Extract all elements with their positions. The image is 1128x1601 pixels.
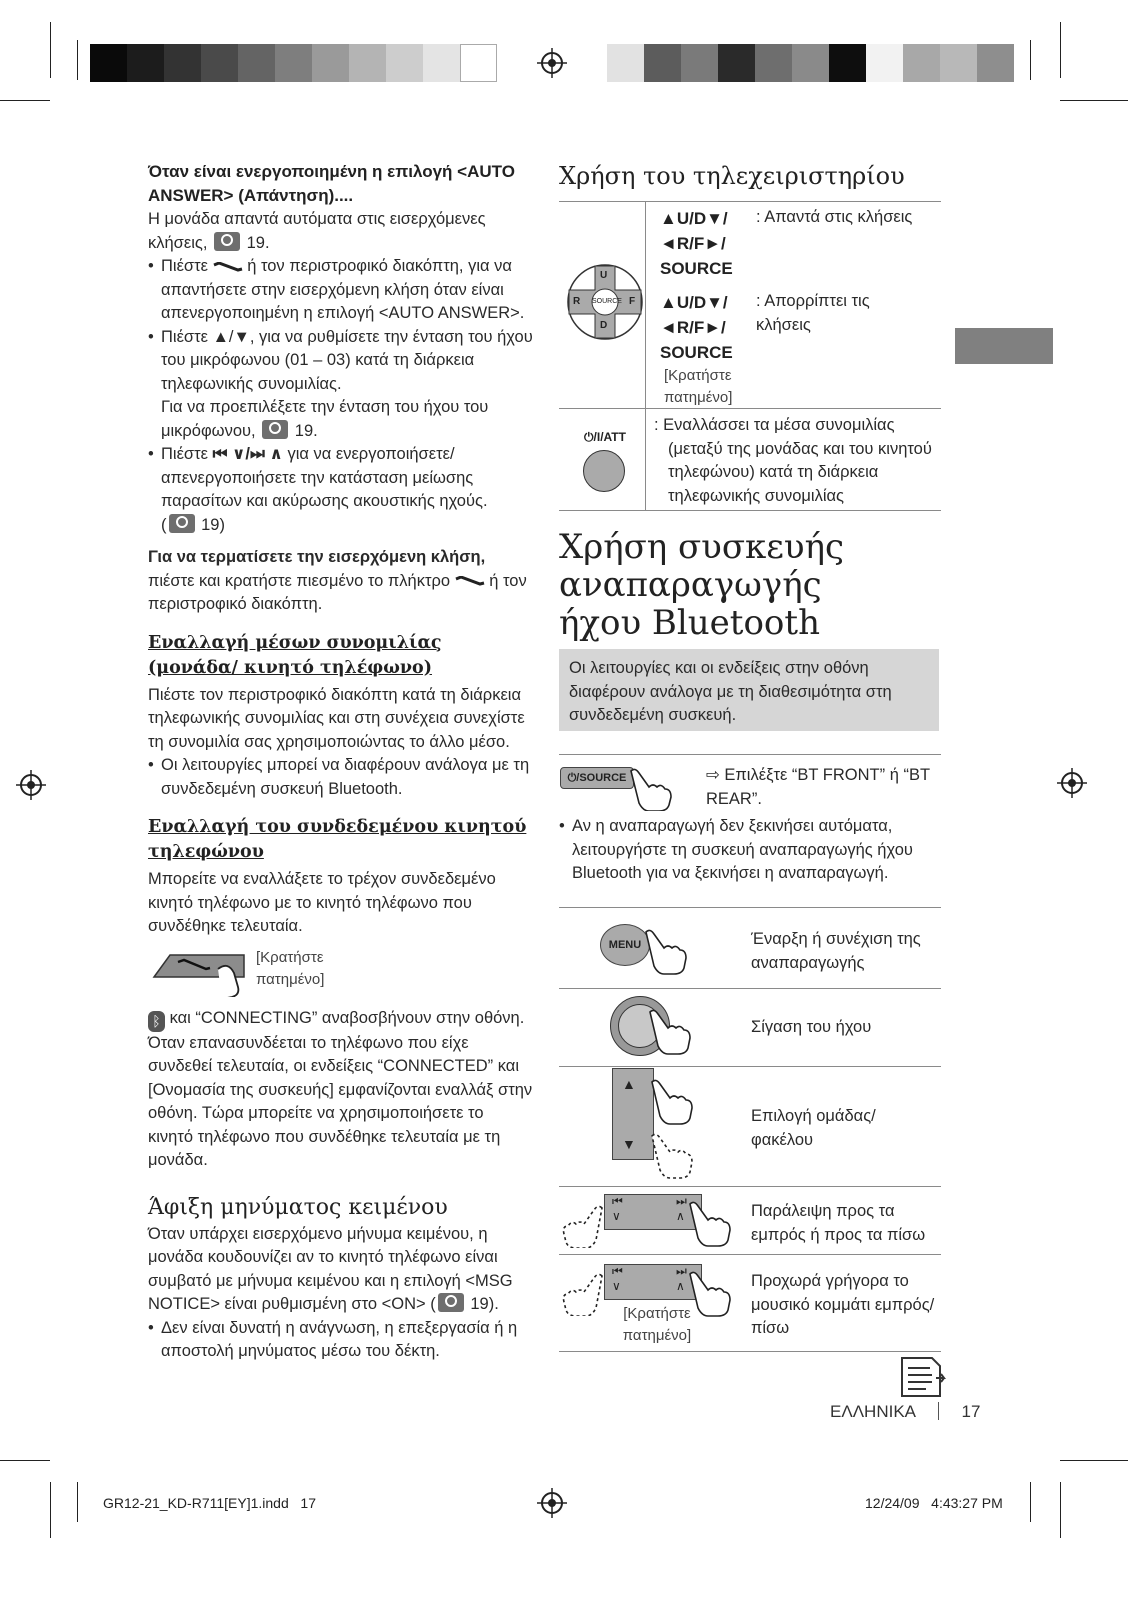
hand-pointer-icon — [625, 767, 675, 811]
knob-illustration — [608, 994, 708, 1060]
hand-pointer-dashed-icon — [562, 1204, 608, 1248]
sms-heading: Άφιξη μηνύματος κειμένου — [148, 1194, 448, 1220]
hand-pointer-icon — [640, 928, 692, 978]
sms-body: Όταν υπάρχει εισερχόμενο μήνυμα κειμένου, η μονάδα κουδουνίζει αν το κινητό τηλέφωνο είναι συμβατό με μήνυμα κειμένου και η επιλογή <MSG NOTICE> είναι ρυθμισμένη στο <ON> ( 19). — [148, 1224, 513, 1313]
ff-back-icon: ⏮ ∨ — [612, 1264, 623, 1293]
color-bar-left — [90, 44, 497, 82]
magnifier-icon — [262, 420, 288, 439]
crop-mark — [1030, 40, 1031, 80]
hand-pointer-icon — [646, 1078, 698, 1128]
switch-phone-body: Μπορείτε να εναλλάξετε το τρέχον συνδεδεμένο κινητό τηλέφωνο με το κινητό τηλέφωνο που συνδέθηκε τελευταία. — [148, 870, 496, 935]
remote-row-1-keys: ▲U/D▼/ ◄R/F►/ SOURCE — [660, 209, 733, 278]
skip-keys-label: ⏮ ∨/⏭ ∧ — [212, 445, 283, 463]
att-circle-icon — [583, 450, 625, 492]
magnifier-icon — [214, 232, 240, 251]
down-arrow-icon: ▼ — [622, 1136, 636, 1152]
color-bar-right — [607, 44, 1014, 82]
up-arrow-icon: ▲ — [622, 1076, 636, 1092]
pad-r-label: R — [573, 296, 581, 307]
footer-language: ΕΛΛΗΝΙΚΑ — [830, 1402, 916, 1421]
page-footer — [830, 1402, 980, 1422]
registration-mark-icon — [16, 770, 46, 800]
hand-pointer-dashed-icon — [562, 1272, 608, 1316]
bullet-mic-volume: • Πιέστε ▲/▼, για να ρυθμίσετε την ένταση του ήχου του μικρόφωνου (01 – 03) κατά τη διάρκεια τηλεφωνικής συνομιλίας. Για να προεπιλέξετε την ένταση του ήχου του μικρόφωνου, 19. — [148, 326, 533, 444]
registration-mark-icon — [1057, 768, 1087, 798]
hand-pointer-dashed-icon — [646, 1132, 698, 1182]
crop-mark — [1060, 1460, 1128, 1461]
magnifier-icon — [438, 1293, 464, 1312]
remote-hold-caption: [Κρατήστε πατημένο] — [664, 367, 733, 406]
magnifier-icon — [169, 514, 195, 533]
phone-icon — [455, 576, 485, 586]
hold-phone-button-illustration — [148, 943, 533, 1003]
end-call-heading: Για να τερματίσετε την εισερχόμενη κλήση, — [148, 548, 486, 566]
ff-hold-caption: [Κρατήστε πατημένο] — [622, 1305, 692, 1344]
switch-phone-heading: Εναλλαγή του συνδεδεμένου κινητού τηλεφώνου — [148, 817, 527, 862]
ff-forward-icon: ⏭ ∧ — [676, 1264, 687, 1293]
end-call-body: πιέστε και κρατήστε πιεσμένο το πλήκτρο ή τον περιστροφικό διακόπτη. — [148, 571, 527, 613]
crop-mark — [50, 1482, 51, 1538]
menu-button-illustration — [600, 918, 700, 980]
crop-mark — [0, 100, 50, 101]
att-label: ⏻/I/ATT — [584, 430, 626, 444]
op-3-text: Επιλογή ομάδας/ φακέλου — [751, 1107, 876, 1149]
sms-bullet: • Δεν είναι δυνατή η ανάγνωση, η επεξεργασία ή η αποστολή μηνύματος μέσω του δέκτη. — [148, 1317, 533, 1364]
hand-pointer-icon — [644, 1008, 696, 1058]
side-tab — [955, 328, 1053, 364]
crop-mark — [1060, 22, 1061, 78]
skip-illustration — [562, 1192, 742, 1250]
pad-f-label: F — [629, 296, 636, 307]
updown-illustration — [612, 1068, 722, 1184]
crop-mark — [50, 22, 51, 78]
switch-media-heading: Εναλλαγή μέσων συνομιλίας (μονάδα/ κινητό τηλέφωνο) — [148, 632, 442, 678]
pad-source-label: SOURCE — [592, 298, 622, 305]
auto-answer-body: Η μονάδα απαντά αυτόματα στις εισερχόμενες κλήσεις, 19. — [148, 210, 486, 252]
remote-row-3-desc: : Εναλλάσσει τα μέσα συνομιλίας (μεταξύ της μονάδας και του κινητού τηλεφώνου) κατά τη διάρκεια τηλεφωνικής συνομιλίας — [654, 416, 932, 505]
crop-mark — [1030, 1482, 1031, 1522]
slug-timestamp: 12/24/09 4:43:27 PM — [865, 1495, 1003, 1511]
left-column — [148, 160, 533, 1364]
remote-row-2-desc: : Απορρίπτει τις κλήσεις — [756, 292, 870, 334]
skip-back-icon: ⏮ ∨ — [612, 1194, 623, 1223]
connecting-body: ᛒ και “CONNECTING” αναβοσβήνουν στην οθόνη. Όταν επανασυνδέεται το τηλέφωνο που είχε συνδεθεί τελευταία, οι ενδείξεις “CONNECTED” και [Ονομασία της συσκευής] εμφανίζονται εναλλάξ στην οθόνη. Τώρα μπορείτε να χρησιμοποιήσετε το κινητό τηλέφωνο που συνδέθηκε τελευταία με τη μονάδα. — [148, 1008, 533, 1169]
bluetooth-icon: ᛒ — [148, 1011, 165, 1032]
crop-mark — [77, 40, 78, 80]
pad-u-label: U — [600, 270, 608, 281]
op-4-text: Παράλειψη προς τα εμπρός ή προς τα πίσω — [751, 1202, 926, 1244]
att-button — [570, 430, 640, 492]
registration-mark-icon — [537, 1488, 567, 1518]
menu-button: MENU — [600, 924, 650, 966]
remote-table-divider — [645, 201, 646, 510]
crop-mark — [77, 1482, 78, 1522]
bullet-answer: • Πιέστε ή τον περιστροφικό διακόπτη, για να απαντήσετε στην εισερχόμενη κλήση όταν είναι απενεργοποιημένη η επιλογή <AUTO ANSWER>. — [148, 255, 533, 326]
skip-forward-icon: ⏭ ∧ — [676, 1194, 687, 1223]
remote-row-2-keys: ▲U/D▼/ ◄R/F►/ SOURCE — [660, 293, 733, 362]
crop-mark — [0, 1460, 50, 1461]
remote-row-1-desc: : Απαντά στις κλήσεις — [756, 208, 913, 226]
op-1-text: Έναρξη ή συνέχιση της αναπαραγωγής — [751, 930, 921, 972]
hold-caption: [Κρατήστε πατημένο] — [256, 948, 325, 988]
page-number: 17 — [961, 1402, 981, 1421]
switch-media-bullet: • Οι λειτουργίες μπορεί να διαφέρουν ανάλογα με τη συνδεδεμένη συσκευή Bluetooth. — [148, 754, 533, 801]
crop-mark — [1060, 1482, 1061, 1538]
phone-icon — [213, 262, 243, 272]
bt-note: Οι λειτουργίες και οι ενδείξεις στην οθόνη διαφέρουν ανάλογα με τη διαθεσιμότητα στη συνδεδεμένη συσκευή. — [569, 659, 892, 724]
remote-pad — [565, 262, 645, 342]
phone-button-icon — [148, 947, 258, 997]
bt-heading: Χρήση συσκευής αναπαραγωγής ήχου Bluetooth — [559, 527, 844, 643]
pad-d-label: D — [600, 320, 608, 331]
switch-media-body: Πιέστε τον περιστροφικό διακόπτη κατά τη διάρκεια τηλεφωνικής συνομιλίας και στη συνέχεια συνεχίστε τη συνομιλία σας χρησιμοποιώντας το άλλο μέσο. — [148, 685, 525, 751]
crop-mark — [1060, 100, 1128, 101]
source-button-illustration — [560, 763, 700, 811]
bt-note-box — [559, 649, 939, 731]
notes-icon — [900, 1356, 952, 1398]
registration-mark-icon — [537, 48, 567, 78]
op-5-text: Προχωρά γρήγορα το μουσικό κομμάτι εμπρός/πίσω — [751, 1272, 935, 1337]
hand-pointer-icon — [684, 1200, 736, 1250]
auto-answer-heading: Όταν είναι ενεργοποιημένη η επιλογή <AUTO ANSWER> (Απάντηση).... — [148, 162, 515, 205]
remote-heading: Χρήση του τηλεχειριστηρίου — [559, 162, 905, 190]
select-bt-text: ⇨ Επιλέξτε “BT FRONT” ή “BT REAR”. — [706, 766, 930, 808]
bullet-noise-reduction: • Πιέστε ⏮ ∨/⏭ ∧ για να ενεργοποιήσετε/ απενεργοποιήσετε την κατάσταση μείωσης παρασίτων και ακύρωσης ακουστικής ηχούς. ( 19) — [148, 443, 533, 537]
op-2-text: Σίγαση του ήχου — [751, 1018, 872, 1036]
slug-file-name: GR12-21_KD-R711[EY]1.indd 17 — [103, 1495, 316, 1511]
source-button: ⏻/SOURCE — [560, 767, 634, 789]
auto-play-bullet: • Αν η αναπαραγωγή δεν ξεκινήσει αυτόματα, λειτουργήστε τη συσκευή αναπαραγωγής ήχου Bluetooth για να ξεκινήσει η αναπαραγωγή. — [559, 815, 954, 886]
